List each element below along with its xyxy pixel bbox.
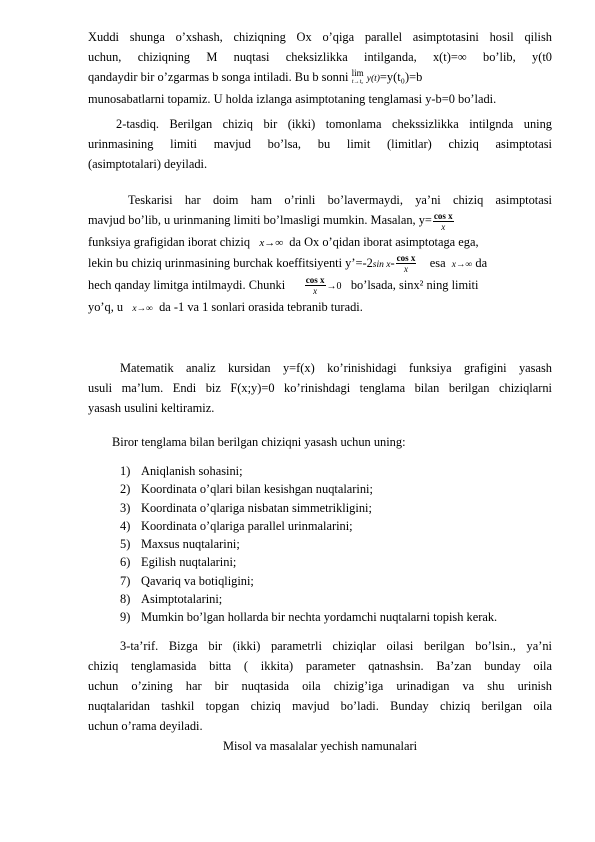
text-line-limit: [88, 67, 552, 89]
fraction-denominator: x: [313, 286, 318, 297]
text-fragment: da -1 va 1 sonlari orasida tebranib turadi.: [159, 299, 363, 314]
paragraph-counterexample: [88, 190, 552, 319]
text-line: chiziq tenglamasida bitta ( ikkita) parameter qatnashsin. Ba’zan bunday oila: [88, 659, 552, 673]
paragraph-construction-method: [88, 358, 552, 418]
list-item-number: 9): [120, 610, 131, 625]
text-fragment: mavjud bo’lib, u urinmaning limiti bo’lmasligi mumkin. Masalan, y=: [88, 213, 432, 227]
list-item-number: 8): [120, 592, 131, 607]
text-fragment: funksiya grafigidan iborat chiziq: [88, 234, 251, 249]
list-item-text: Maxsus nuqtalarini;: [141, 537, 240, 552]
list-item: [120, 535, 497, 553]
text-line: yasash usulini keltiramiz.: [88, 401, 215, 415]
list-item-number: 4): [120, 518, 131, 533]
fraction-denominator: x: [441, 221, 446, 232]
text-fragment: hech qanday limitga intilmaydi. Chunki: [88, 277, 286, 292]
list-item-text: Qavariq va botiqligini;: [141, 573, 254, 588]
section-heading: Misol va masalalar yechish namunalari: [222, 739, 418, 753]
paragraph-horizontal-asymptote: [88, 27, 552, 109]
list-item-text: Koordinata o’qlari bilan kesishgan nuqtalarini;: [141, 482, 373, 497]
text-fragment: bo’lsada, sinx² ning limiti: [350, 277, 479, 292]
fraction-cosx-over-x: [396, 253, 417, 274]
paragraph-assertion-2: [88, 114, 552, 174]
list-item-number: 3): [120, 500, 131, 515]
text-line: nuqtalaridan tashkil topgan chiziq mavjud bo’ladi. Bunday chiziq berilgan oila: [88, 699, 552, 713]
fraction-denominator: x: [404, 264, 408, 275]
paragraph-definition-3: [88, 636, 552, 736]
list-item-text: Asimptotalarini;: [141, 592, 223, 607]
text-fragment: =y(t₀)=b: [379, 70, 423, 84]
text-line: uchun o’rama deyiladi.: [88, 719, 203, 733]
text-fragment: lekin bu chiziq urinmasining burchak koeffitsiyenti y’=-2: [88, 255, 373, 270]
text-line: usuli ma’lum. Endi biz F(x;y)=0 ko’rinishdagi tenglama bilan berilgan chiziqlarni: [88, 381, 552, 395]
text-fragment: yo’q, u: [88, 299, 124, 314]
fraction-numerator: cos x: [433, 210, 453, 221]
text-line: 3-ta’rif. Bizga bir (ikki) parametrli chiziqlar oilasi berilgan bo’lsin., ya’ni: [120, 639, 552, 653]
text-line: [88, 232, 552, 253]
list-item-number: 5): [120, 537, 131, 552]
math-arrow: x→∞: [132, 303, 153, 314]
math-arrow: x→∞: [451, 259, 473, 270]
text-fragment: da: [475, 255, 488, 270]
text-line: Xuddi shunga o’xshash, chiziqning Ox o’qiga parallel asimptotasini hosil qilish: [88, 30, 552, 44]
text-line: (asimptotalari) deyiladi.: [88, 157, 208, 171]
text-line: 2-tasdiq. Berilgan chiziq bir (ikki) tomonlama chekssizlikka intilgnda uning: [116, 117, 552, 131]
math-fragment: sin x: [372, 259, 391, 270]
limit-expression: [352, 69, 364, 87]
list-item-number: 7): [120, 573, 131, 588]
list-item: [120, 462, 497, 480]
list-item: [120, 517, 497, 535]
list-item-text: Koordinata o’qlariga nisbatan simmetrikligini;: [141, 500, 372, 515]
text-line: Matematik analiz kursidan y=f(x) ko’rinishidagi funksiya grafigini yasash: [120, 361, 552, 375]
text-line-fraction: [88, 275, 552, 297]
list-item: [120, 553, 497, 571]
list-item: [120, 499, 497, 517]
fraction-numerator: cos x: [305, 275, 325, 286]
text-fragment: qandaydir bir o’zgarmas b songa intiladi. Bu b sonni: [88, 70, 349, 84]
text-line: Teskarisi har doim ham o’rinli bo’lavermaydi, ya’ni chiziq asimptotasi: [128, 193, 552, 207]
fraction-numerator: cos x: [396, 253, 416, 264]
paragraph-steps-intro: [112, 432, 552, 452]
text-fragment: esa: [429, 255, 446, 270]
steps-list: [120, 462, 497, 627]
text-line-fraction: [88, 210, 552, 232]
limit-symbol: lim: [351, 68, 364, 79]
text-line: munosabatlarni topamiz. U holda izlanga asimptotaning tenglamasi y-b=0 bo’ladi.: [88, 92, 497, 106]
text-line: Biror tenglama bilan berilgan chiziqni yasash uchun uning:: [112, 435, 406, 449]
fraction-cosx-over-x: [433, 211, 454, 232]
list-item-number: 6): [120, 555, 131, 570]
list-item-text: Egilish nuqtalarini;: [141, 555, 237, 570]
list-item-number: 1): [120, 464, 131, 478]
text-fragment: -: [390, 255, 395, 270]
limit-subscript: t→t₀: [351, 79, 364, 86]
fraction-cosx-over-x: [305, 275, 326, 296]
list-item-text: Koordinata o’qlariga parallel urinmalarini;: [141, 518, 353, 533]
list-item: [120, 608, 497, 626]
text-fragment: da Ox o’qidan iborat asimptotaga ega,: [289, 234, 479, 249]
text-line: uchun, chiziqning M nuqtasi cheksizlikka intilganda, x(t)=∞ bo’lib, y(t0: [88, 50, 552, 64]
list-item: [120, 480, 497, 498]
list-item-text: Mumkin bo’lgan hollarda bir nechta yordamchi nuqtalarni topish kerak.: [141, 610, 498, 625]
text-line: urinmasining limiti mavjud bo’lsa, bu limit (limitlar) chiziq asimptotasi: [88, 137, 552, 151]
list-item: [120, 572, 497, 590]
math-fragment: y(t): [366, 74, 380, 84]
text-line-derivative: [88, 253, 552, 275]
math-arrow: →0: [326, 280, 342, 292]
list-item-text: Aniqlanish sohasini;: [141, 464, 243, 478]
math-arrow: x→∞: [259, 236, 284, 249]
text-line: [88, 297, 552, 319]
list-item: [120, 590, 497, 608]
text-line: uchun o’zining har bir nuqtasida oila chizig’iga urinadigan va shu urinish: [88, 679, 552, 693]
list-item-number: 2): [120, 482, 131, 497]
